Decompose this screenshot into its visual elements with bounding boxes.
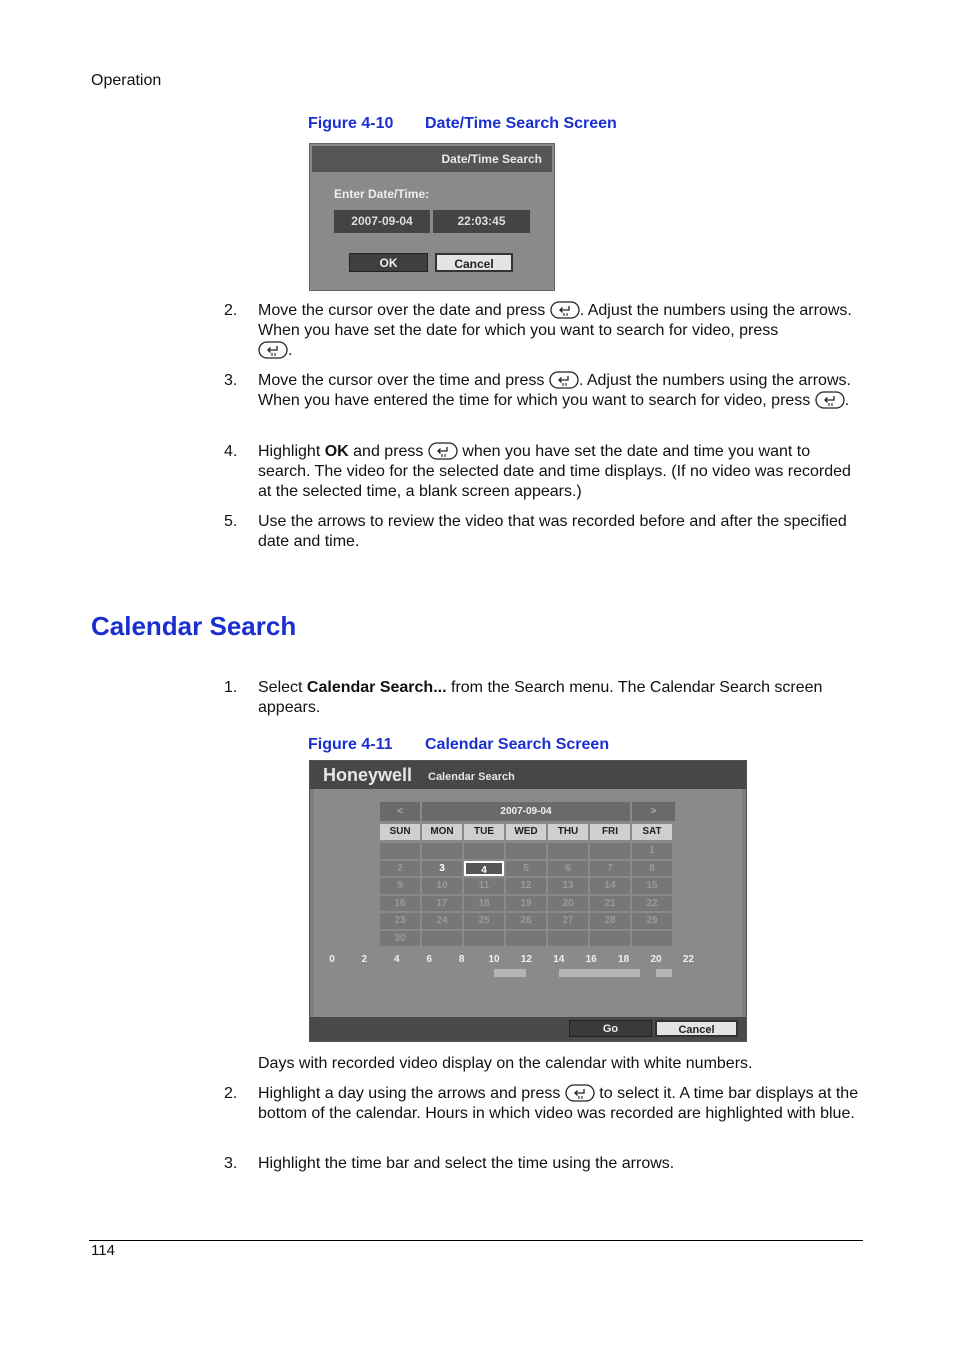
screen-titlebar [310, 761, 746, 789]
calendar-day: 9 [380, 878, 420, 894]
calendar-day: 7 [590, 861, 630, 877]
calendar-empty-cell [632, 931, 672, 947]
calendar-day: 19 [506, 896, 546, 912]
section-title: Calendar Search [91, 611, 297, 641]
screen-title: Calendar Search [428, 771, 515, 783]
calendar-day: 11 [464, 878, 504, 894]
recorded-hours-bar [494, 969, 526, 977]
ok-button: OK [349, 253, 428, 272]
calendar-day: 12 [506, 878, 546, 894]
hour-label: 6 [426, 954, 432, 965]
list-item: 1. Select Calendar Search... from the Search menu. The Calendar Search screen appears. [224, 679, 823, 716]
footer-rule [89, 1240, 863, 1241]
prev-month-button: < [380, 802, 420, 821]
calendar-day: 14 [590, 878, 630, 894]
weekday-header: THU [548, 824, 588, 840]
list-item: 2. Move the cursor over the date and press . Adjust the numbers using the arrows. When you have set the date for which you want to search for video, press . [224, 302, 852, 359]
calendar-day: 1 [632, 843, 672, 859]
go-button: Go [569, 1020, 652, 1037]
list-item: 3. Highlight the time bar and select the time using the arrows. [224, 1155, 675, 1172]
calendar-day: 18 [464, 896, 504, 912]
calendar-empty-cell [506, 843, 546, 859]
calendar-day: 25 [464, 913, 504, 929]
list-item: 5. Use the arrows to review the video that was recorded before and after the specified date and time. [224, 513, 847, 550]
running-header: Operation [91, 72, 162, 89]
calendar-empty-cell [506, 931, 546, 947]
calendar-day: 28 [590, 913, 630, 929]
calendar-day: 21 [590, 896, 630, 912]
hour-label: 10 [488, 954, 500, 965]
calendar-empty-cell [422, 843, 462, 859]
weekday-header: SUN [380, 824, 420, 840]
enter-button-icon [550, 301, 580, 319]
calendar-day: 22 [632, 896, 672, 912]
calendar-empty-cell [548, 931, 588, 947]
calendar-empty-cell [590, 843, 630, 859]
hour-label: 22 [682, 954, 694, 965]
calendar-day: 3 [422, 861, 462, 877]
calendar-day: 27 [548, 913, 588, 929]
calendar-day: 17 [422, 896, 462, 912]
calendar-day: 23 [380, 913, 420, 929]
weekday-header: WED [506, 824, 546, 840]
enter-button-icon [428, 442, 458, 460]
enter-button-icon [258, 341, 288, 359]
calendar-day: 29 [632, 913, 672, 929]
calendar-day: 2 [380, 861, 420, 877]
figure-number: Figure 4-11 [308, 736, 393, 753]
calendar-day: 10 [422, 878, 462, 894]
hour-label: 12 [520, 954, 532, 965]
calendar-day: 30 [380, 931, 420, 947]
enter-date-time-label: Enter Date/Time: [334, 187, 430, 201]
hour-label: 18 [618, 954, 630, 965]
recorded-hours-bar [559, 969, 640, 977]
page-number: 114 [91, 1242, 115, 1259]
calendar-day: 6 [548, 861, 588, 877]
honeywell-logo: Honeywell [323, 765, 413, 785]
calendar-empty-cell [380, 843, 420, 859]
list-item: 4. Highlight OK and press when you have set the date and time you want to search. The video for the selected date and time displays. (If no video was recorded at the selected time, a blank screen appears.) [224, 443, 851, 500]
enter-button-icon [549, 371, 579, 389]
calendar-empty-cell [590, 931, 630, 947]
cancel-button: Cancel [655, 1020, 738, 1037]
calendar-empty-cell [464, 843, 504, 859]
time-field: 22:03:45 [433, 210, 530, 233]
enter-button-icon [565, 1084, 595, 1102]
calendar-day: 26 [506, 913, 546, 929]
calendar-empty-cell [422, 931, 462, 947]
calendar-empty-cell [548, 843, 588, 859]
calendar-day: 16 [380, 896, 420, 912]
calendar-day: 8 [632, 861, 672, 877]
figure-title: Calendar Search Screen [425, 736, 610, 753]
month-label: 2007-09-04 [422, 802, 630, 821]
calendar-day: 13 [548, 878, 588, 894]
enter-button-icon [815, 391, 845, 409]
calendar-day: 24 [422, 913, 462, 929]
calendar-day: 20 [548, 896, 588, 912]
paragraph: Days with recorded video display on the calendar with white numbers. [258, 1055, 753, 1072]
date-time-search-screenshot [309, 143, 555, 291]
screen-title: Date/Time Search [441, 152, 542, 166]
hour-label: 2 [361, 954, 368, 965]
date-field: 2007-09-04 [334, 210, 430, 233]
figure-caption [308, 736, 609, 754]
weekday-header: SAT [632, 824, 672, 840]
next-month-button: > [632, 802, 675, 821]
calendar-search-screenshot [309, 760, 747, 1042]
hour-label: 20 [650, 954, 662, 965]
figure-caption [308, 115, 617, 133]
calendar-day: 4 [464, 861, 504, 877]
recorded-hours-bar [656, 969, 672, 977]
calendar-empty-cell [464, 931, 504, 947]
hour-label: 0 [329, 954, 335, 965]
weekday-header: MON [422, 824, 462, 840]
weekday-header: FRI [590, 824, 630, 840]
calendar-day: 15 [632, 878, 672, 894]
list-item: 3. Move the cursor over the time and press . Adjust the numbers using the arrows. When you have entered the time for which you want to search for video, press . [224, 372, 851, 409]
hour-label: 16 [585, 954, 597, 965]
figure-number: Figure 4-10 [308, 115, 394, 132]
weekday-header: TUE [464, 824, 504, 840]
list-item: 2. Highlight a day using the arrows and press to select it. A time bar displays at the bottom of the calendar. Hours in which video was recorded are highlighted with blue. [224, 1085, 859, 1122]
screen-titlebar [312, 146, 552, 172]
figure-title: Date/Time Search Screen [425, 115, 617, 132]
hour-label: 4 [394, 954, 400, 965]
hour-label: 8 [458, 954, 465, 965]
calendar-day: 5 [506, 861, 546, 877]
cancel-button: Cancel [435, 253, 513, 272]
hour-label: 14 [553, 954, 565, 965]
